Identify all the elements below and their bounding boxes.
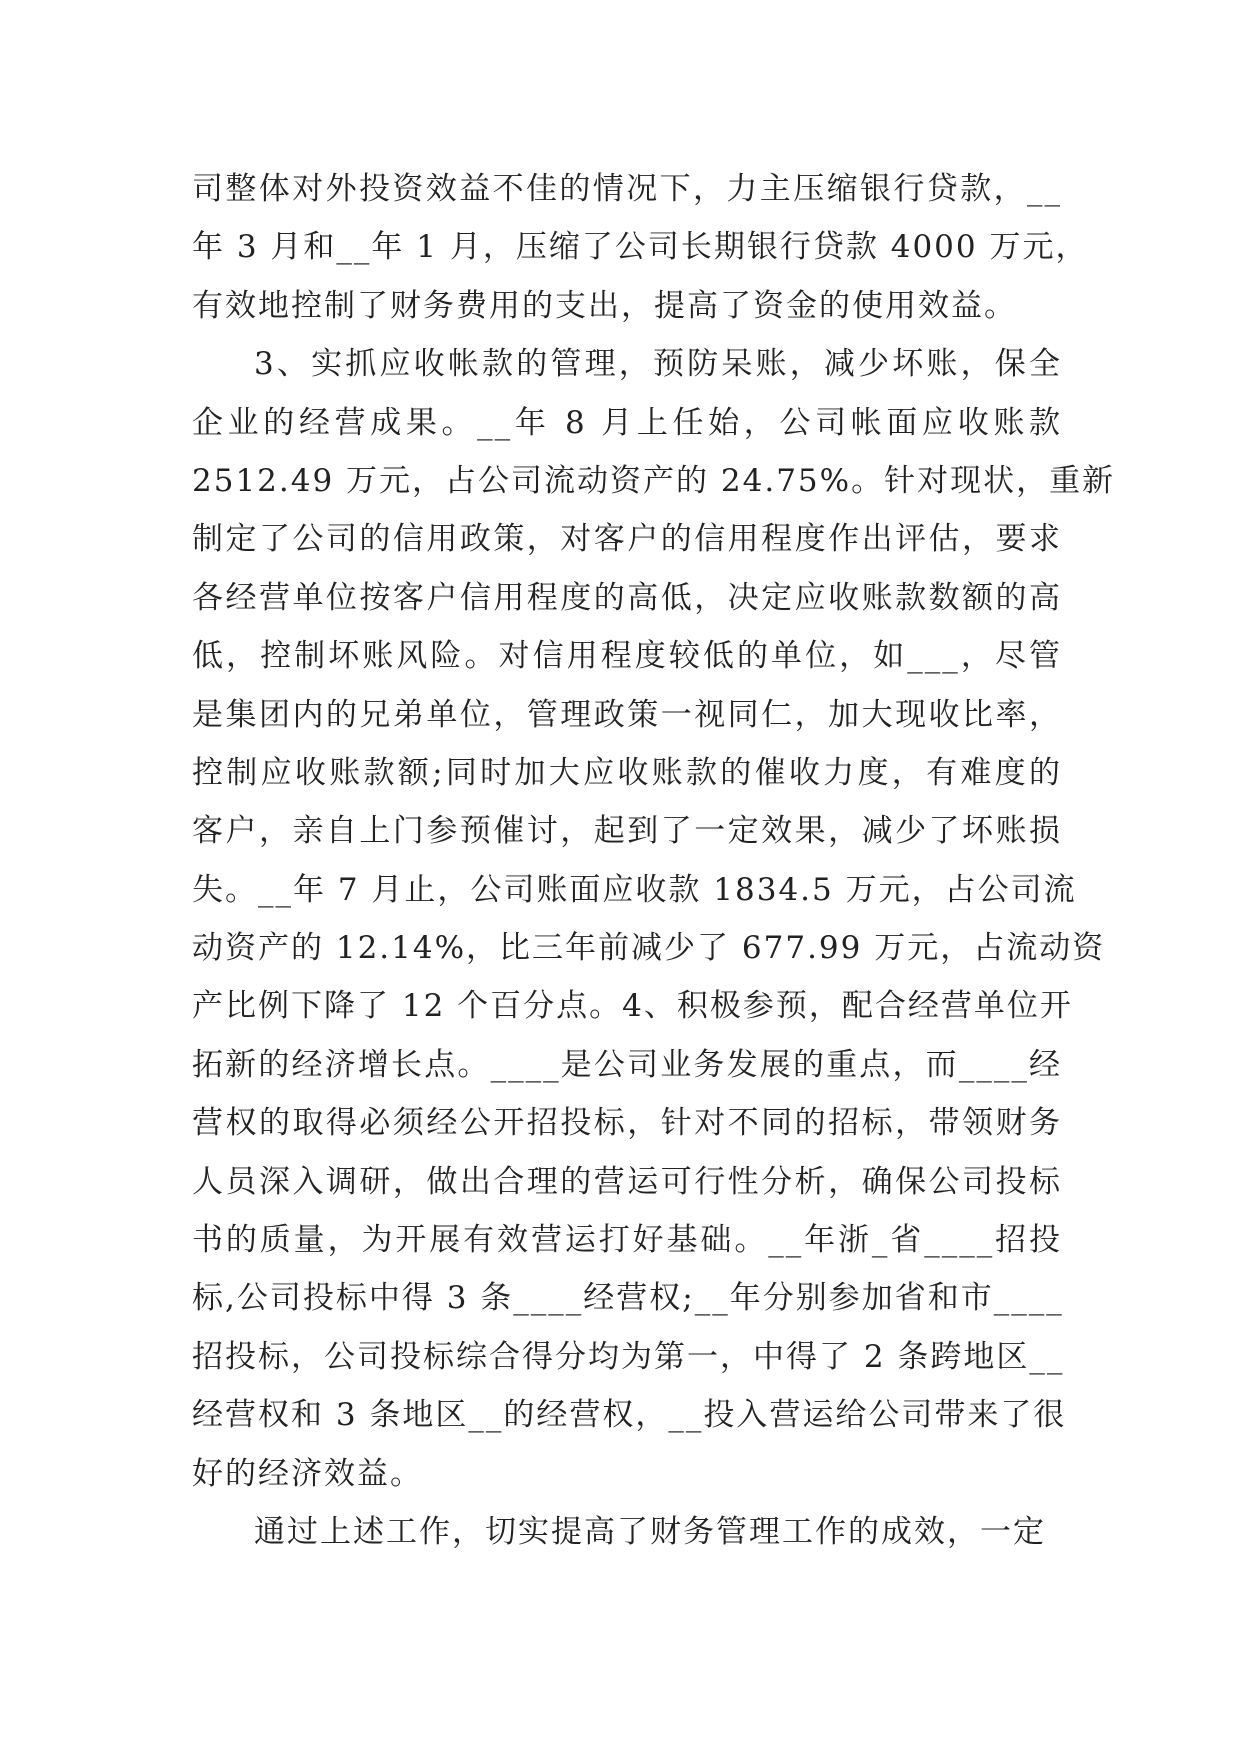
text-line: 2512.49 万元，占公司流动资产的 24.75%。针对现状，重新: [192, 462, 1116, 499]
text-line: 司整体对外投资效益不佳的情况下，力主压缩银行贷款，__: [192, 171, 1062, 207]
text-line: 失。__年 7 月止，公司账面应收款 1834.5 万元，占公司流: [192, 871, 1077, 908]
text-line: 书的质量，为开展有效营运打好基础。__年浙_省____招投: [192, 1222, 1062, 1259]
text-line: 营权的取得必须经公开招投标，针对不同的招标，带领财务: [192, 1105, 1062, 1142]
text-line: 年 3 月和__年 1 月，压缩了公司长期银行贷款 4000 万元，: [192, 229, 1089, 266]
text-line: 动资产的 12.14%，比三年前减少了 677.99 万元，占流动资: [192, 930, 1106, 967]
document-body: [192, 160, 1116, 1561]
text-line: 各经营单位按客户信用程度的高低，决定应收账款数额的高: [192, 579, 1062, 616]
text-line: 制定了公司的信用政策，对客户的信用程度作出评估，要求: [192, 521, 1062, 558]
text-line: 拓新的经济增长点。____是公司业务发展的重点，而____经: [192, 1046, 1062, 1083]
text-line: 客户，亲自上门参预催讨，起到了一定效果，减少了坏账损: [192, 813, 1062, 850]
text-line: 低，控制坏账风险。对信用程度较低的单位，如___，尽管: [192, 638, 1062, 675]
text-line: 企业的经营成果。__年 8 月上任始，公司帐面应收账款: [192, 404, 1062, 441]
paragraph-3: [192, 1503, 1062, 1561]
text-line: 好的经济效益。: [192, 1455, 423, 1492]
text-line: 是集团内的兄弟单位，管理政策一视同仁，加大现收比率，: [192, 696, 1062, 733]
text-line: 人员深入调研，做出合理的营运可行性分析，确保公司投标: [192, 1163, 1062, 1200]
text-line: 有效地控制了财务费用的支出，提高了资金的使用效益。: [192, 287, 1017, 324]
paragraph-1: [192, 160, 1089, 335]
text-line: 产比例下降了 12 个百分点。4、积极参预，配合经营单位开: [192, 988, 1073, 1025]
text-line: 经营权和 3 条地区__的经营权，__投入营运给公司带来了很: [192, 1397, 1067, 1434]
text-line: 招投标，公司投标综合得分均为第一，中得了 2 条跨地区__: [192, 1338, 1065, 1375]
text-line: 通过上述工作，切实提高了财务管理工作的成效，一定: [254, 1513, 1046, 1550]
text-line: 标,公司投标中得 3 条____经营权;__年分别参加省和市____: [192, 1280, 1064, 1317]
text-line: 3、实抓应收帐款的管理，预防呆账，减少坏账，保全: [254, 346, 1062, 383]
text-line: 控制应收账款额;同时加大应收账款的催收力度，有难度的: [192, 754, 1062, 791]
paragraph-2: [192, 335, 1116, 1503]
